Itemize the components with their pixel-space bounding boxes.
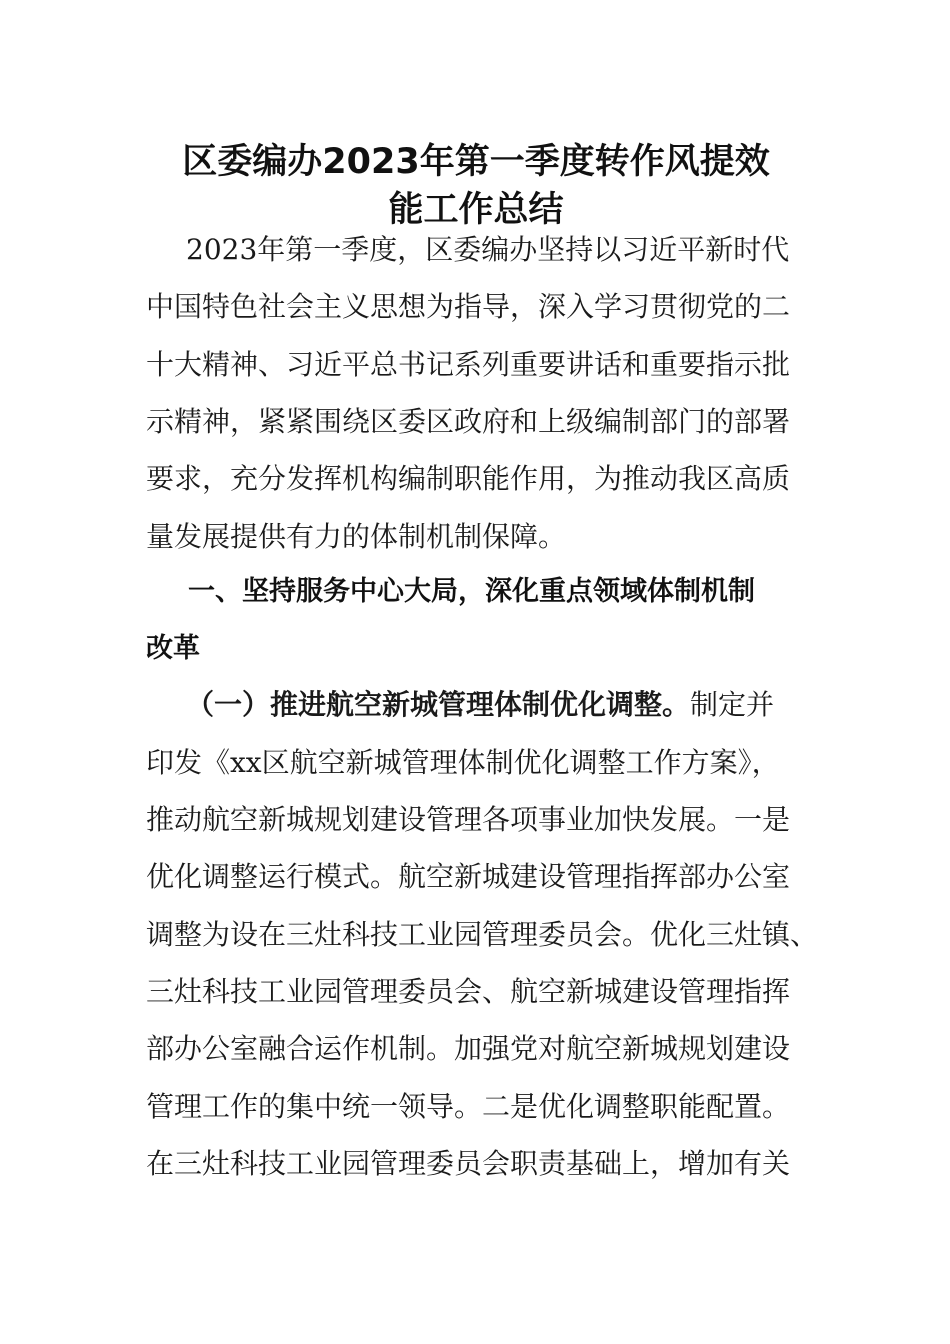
subsection-1-line: 优化调整运行模式。航空新城建设管理指挥部办公室 — [146, 860, 791, 893]
subsection-1-first-line — [186, 685, 811, 725]
subsection-1-heading: （一）推进航空新城管理体制优化调整。 — [186, 688, 691, 721]
subsection-1-line: 推动航空新城规划建设管理各项事业加快发展。一是 — [146, 803, 791, 836]
document-title-line-2: 能工作总结 — [388, 190, 564, 230]
section-1-heading-continued: 改革 — [146, 633, 200, 664]
intro-line: 十大精神、习近平总书记系列重要讲话和重要指示批 — [146, 348, 791, 381]
intro-line: 示精神，紧紧围绕区委区政府和上级编制部门的部署 — [146, 405, 791, 438]
section-1-heading: 一、坚持服务中心大局，深化重点领域体制机制 — [188, 576, 755, 607]
subsection-1-line: 部办公室融合运作机制。加强党对航空新城规划建设 — [146, 1032, 791, 1065]
subsection-1-line: 印发《xx区航空新城管理体制优化调整工作方案》， — [146, 746, 780, 779]
intro-line: 2023年第一季度，区委编办坚持以习近平新时代 — [186, 233, 790, 266]
subsection-1-line: 三灶科技工业园管理委员会、航空新城建设管理指挥 — [146, 975, 791, 1008]
intro-line: 量发展提供有力的体制机制保障。 — [146, 520, 567, 553]
subsection-1-line: 管理工作的集中统一领导。二是优化调整职能配置。 — [146, 1090, 791, 1123]
subsection-1-text-start: 制定并 — [690, 688, 775, 721]
intro-line: 要求，充分发挥机构编制职能作用，为推动我区高质 — [146, 462, 791, 495]
document-title-line-1: 区委编办2023年第一季度转作风提效 — [182, 142, 770, 182]
subsection-1-line: 调整为设在三灶科技工业园管理委员会。优化三灶镇、 — [146, 918, 819, 951]
subsection-1-line: 在三灶科技工业园管理委员会职责基础上，增加有关 — [146, 1147, 791, 1180]
intro-line: 中国特色社会主义思想为指导，深入学习贯彻党的二 — [146, 290, 791, 323]
